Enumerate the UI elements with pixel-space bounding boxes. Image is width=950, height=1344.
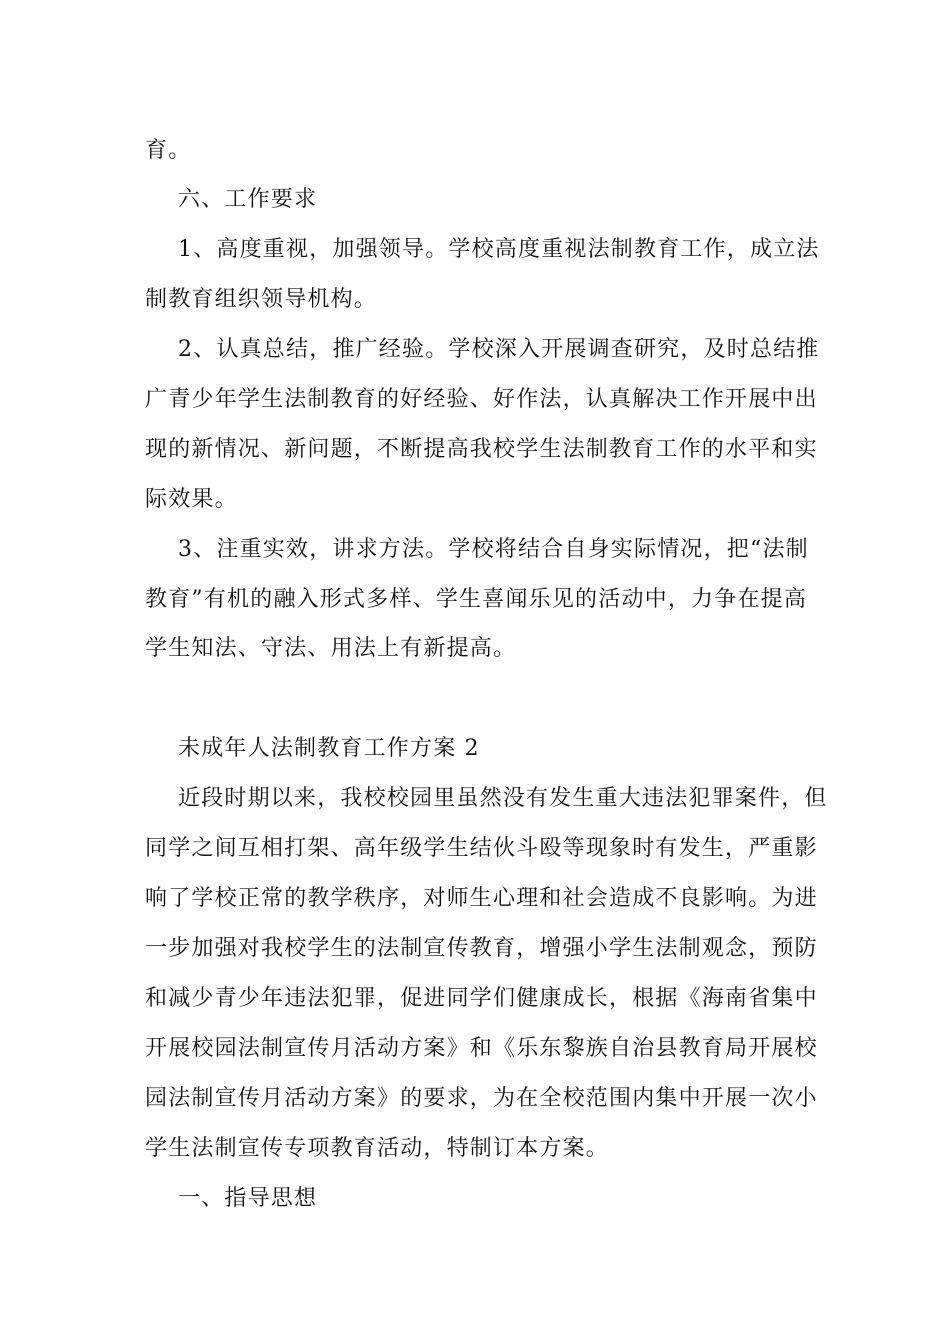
text-line: 学生知法、守法、用法上有新提高。	[145, 636, 517, 661]
document-title: 未成年人法制教育工作方案 2	[178, 736, 480, 761]
text-line: 响了学校正常的教学秩序，对师生心理和社会造成不良影响。为进	[145, 886, 818, 911]
text-line: 1、高度重视，加强领导。学校高度重视法制教育工作，成立法	[178, 237, 820, 262]
text-line: 制教育组织领导机构。	[145, 287, 378, 312]
text-line: 2、认真总结，推广经验。学校深入开展调查研究，及时总结推	[178, 337, 820, 362]
text-line: 和减少青少年违法犯罪，促进同学们健康成长，根据《海南省集中	[145, 986, 818, 1011]
text-line: 开展校园法制宣传月活动方案》和《乐东黎族自治县教育局开展校	[145, 1036, 818, 1061]
text-line: 近段时期以来，我校校园里虽然没有发生重大违法犯罪案件，但	[178, 786, 828, 811]
text-line: 学生法制宣传专项教育活动，特制订本方案。	[145, 1136, 610, 1161]
text-line: 际效果。	[145, 487, 238, 512]
text-line: 一步加强对我校学生的法制宣传教育，增强小学生法制观念，预防	[145, 936, 818, 961]
text-line: 园法制宣传月活动方案》的要求，为在全校范围内集中开展一次小	[145, 1086, 818, 1111]
text-line: 育。	[145, 138, 192, 163]
text-line: 3、注重实效，讲求方法。学校将结合自身实际情况，把“法制	[178, 537, 809, 562]
section-heading: 六、工作要求	[178, 187, 318, 212]
text-line: 同学之间互相打架、高年级学生结伙斗殴等现象时有发生，严重影	[145, 836, 818, 861]
text-line: 现的新情况、新问题，不断提高我校学生法制教育工作的水平和实	[145, 437, 818, 462]
text-line: 教育”有机的融入形式多样、学生喜闻乐见的活动中，力争在提高	[145, 587, 808, 612]
section-heading: 一、指导思想	[178, 1186, 318, 1211]
text-line: 广青少年学生法制教育的好经验、好作法，认真解决工作开展中出	[145, 387, 818, 412]
